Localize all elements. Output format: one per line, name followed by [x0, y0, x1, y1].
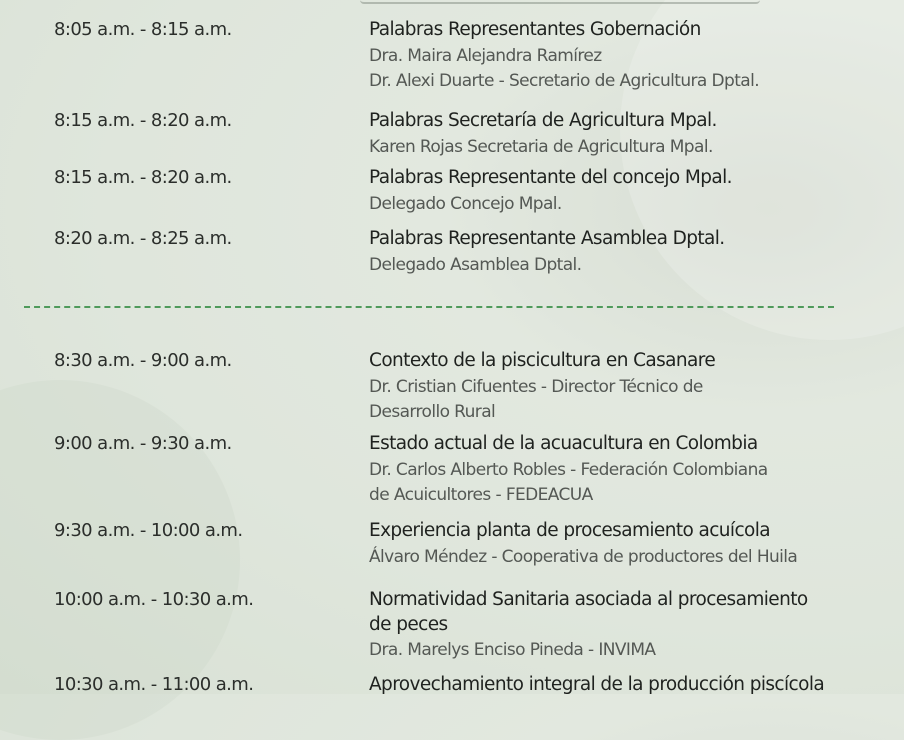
agenda-speaker: Desarrollo Rural [369, 402, 496, 422]
agenda-time: 10:00 a.m. - 10:30 a.m. [54, 589, 254, 610]
agenda-title: Palabras Representante del concejo Mpal. [369, 167, 732, 188]
agenda-speaker: Delegado Concejo Mpal. [369, 194, 562, 214]
agenda-time: 8:05 a.m. - 8:15 a.m. [54, 19, 232, 40]
agenda-title: Palabras Secretaría de Agricultura Mpal. [369, 110, 717, 131]
agenda-title-continued: de peces [369, 614, 448, 635]
agenda-speaker: Dr. Carlos Alberto Robles - Federación Colombiana [369, 460, 768, 480]
agenda-speaker: Dra. Marelys Enciso Pineda - INVIMA [369, 640, 656, 660]
agenda-time: 9:00 a.m. - 9:30 a.m. [54, 433, 232, 454]
agenda-speaker: Delegado Asamblea Dptal. [369, 255, 582, 275]
agenda-speaker: Dr. Cristian Cifuentes - Director Técnico de [369, 377, 703, 397]
agenda-time: 8:30 a.m. - 9:00 a.m. [54, 350, 232, 371]
agenda-time: 8:20 a.m. - 8:25 a.m. [54, 228, 232, 249]
agenda-title: Normatividad Sanitaria asociada al procesamiento [369, 589, 808, 610]
agenda-title: Estado actual de la acuacultura en Colombia [369, 433, 758, 454]
agenda-title: Contexto de la piscicultura en Casanare [369, 350, 716, 371]
section-divider [24, 306, 834, 308]
agenda-speaker: Dra. Maira Alejandra Ramírez [369, 46, 602, 66]
agenda-title: Aprovechamiento integral de la producción piscícola [369, 674, 825, 695]
agenda-title: Palabras Representante Asamblea Dptal. [369, 228, 725, 249]
agenda-time: 8:15 a.m. - 8:20 a.m. [54, 167, 232, 188]
agenda-time: 9:30 a.m. - 10:00 a.m. [54, 520, 243, 541]
agenda-speaker: Karen Rojas Secretaria de Agricultura Mpal. [369, 137, 713, 157]
agenda-speaker: Álvaro Méndez - Cooperativa de productores del Huila [369, 547, 798, 567]
top-decoration [360, 0, 760, 4]
agenda-time: 8:15 a.m. - 8:20 a.m. [54, 110, 232, 131]
agenda-speaker: de Acuicultores - FEDEACUA [369, 485, 593, 505]
agenda-speaker: Dr. Alexi Duarte - Secretario de Agricultura Dptal. [369, 71, 760, 91]
agenda-title: Palabras Representantes Gobernación [369, 19, 701, 40]
agenda-time: 10:30 a.m. - 11:00 a.m. [54, 674, 254, 695]
agenda-title: Experiencia planta de procesamiento acuícola [369, 520, 771, 541]
